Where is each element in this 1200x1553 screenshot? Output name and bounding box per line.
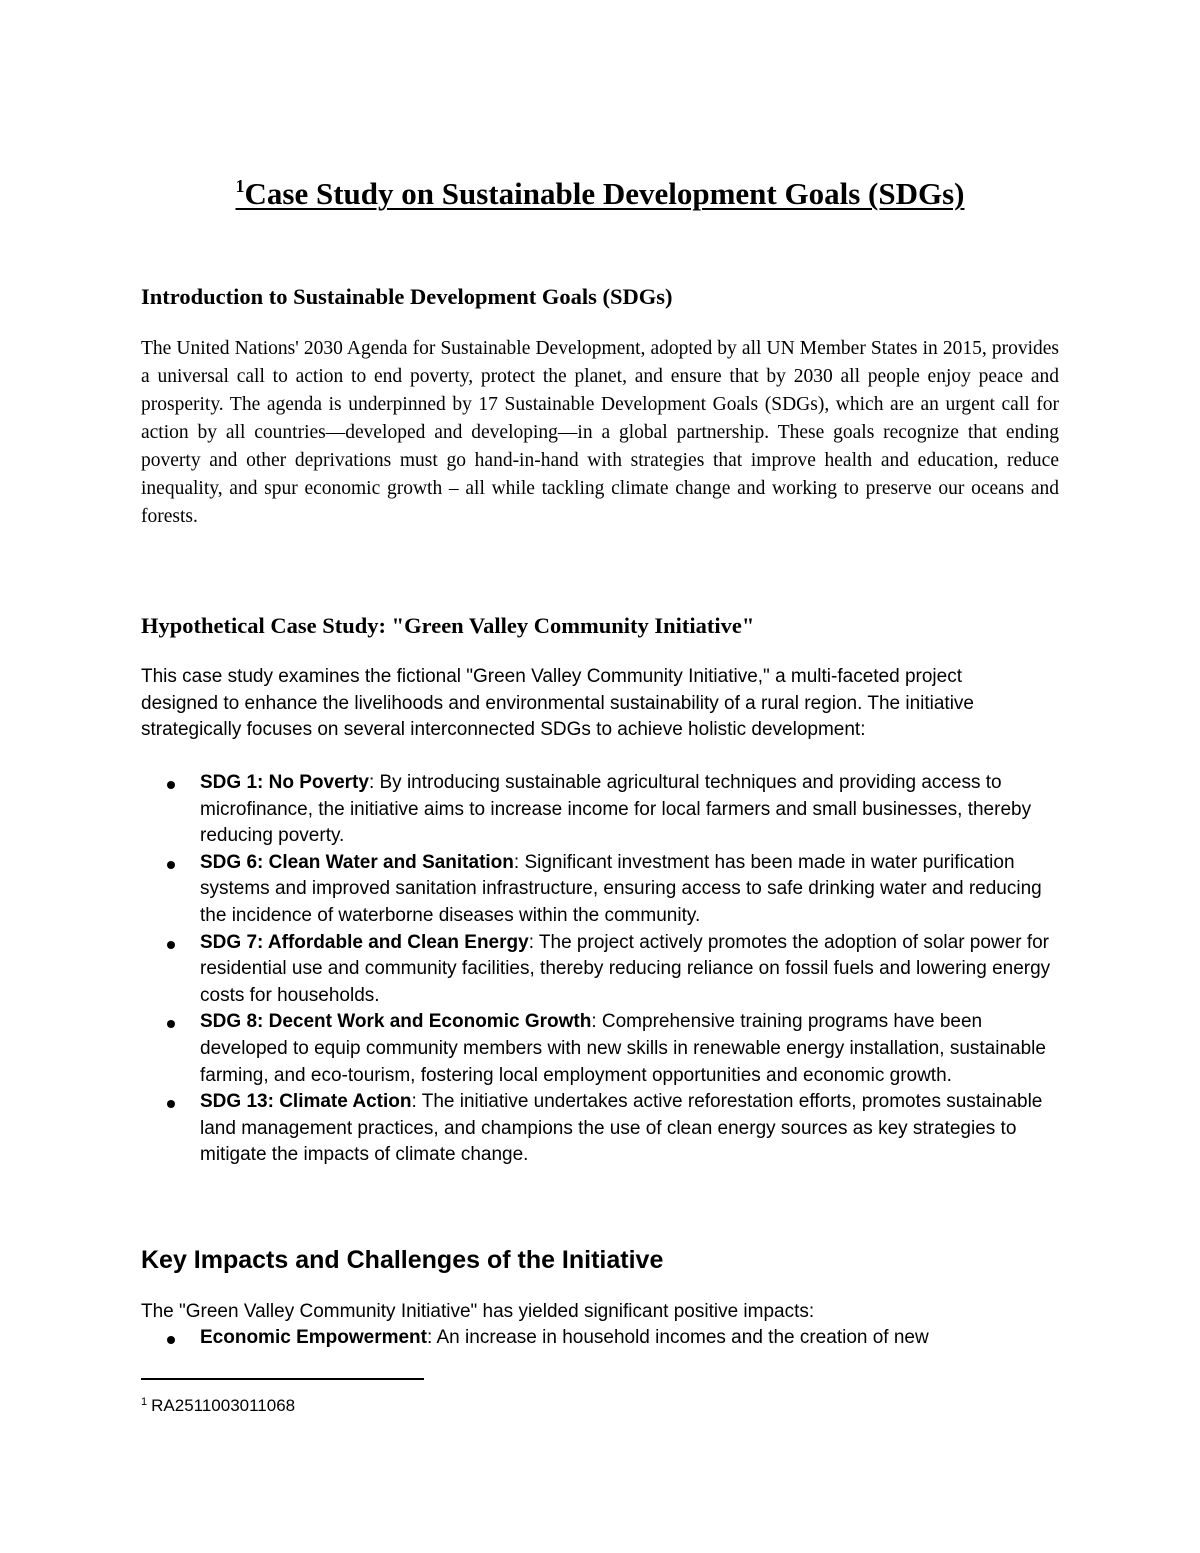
bullet-text: : Comprehensive training programs have been developed to equip community members with new skills in renewable energy installation, sustainable farming, and eco-tourism, fostering local employment opportunities and economic growth. [200,1011,1046,1086]
footnote-text: RA2511003011068 [151,1396,296,1415]
bullet-text: : Significant investment has been made in water purification systems and improved sanitation infrastructure, ensuring access to safe drinking water and reducing the incidence of waterborne diseases within the community. [200,851,1042,926]
page-title-text: Case Study on Sustainable Development Goals (SDGs) [244,176,965,211]
impacts-heading: Key Impacts and Challenges of the Initiative [141,1246,664,1274]
case-study-paragraph: This case study examines the fictional "Green Valley Community Initiative," a multi-faceted project designed to enhance the livelihoods and environmental sustainability of a rural region. The initiative strategically focuses on several interconnected SDGs to achieve holistic development: [141,666,975,741]
intro-heading: Introduction to Sustainable Development Goals (SDGs) [141,284,673,309]
intro-paragraph: The United Nations' 2030 Agenda for Sustainable Development, adopted by all UN Member States in 2015, provides a universal call to action to end poverty, protect the planet, and ensure that by 2030 all people enjoy peace and prosperity. The agenda is underpinned by 17 Sustainable Development Goals (SDGs), which are an urgent call for action by all countries—developed and developing—in a global partnership. These goals recognize that ending poverty and other deprivations must go hand-in-hand with strategies that improve health and education, reduce inequality, and spur economic growth – all while tackling climate change and working to preserve our oceans and forests. [141,338,1059,527]
bullet-label: SDG 13: Climate Action [200,1091,412,1113]
bullet-icon [167,781,175,789]
bullet-icon [167,1336,175,1344]
bullet-text: : An increase in household incomes and the creation of new [427,1327,929,1348]
bullet-label: Economic Empowerment [200,1327,427,1348]
sdg-bullet-list [141,770,1061,1169]
footnote [141,1390,295,1418]
bullet-text: : The initiative undertakes active reforestation efforts, promotes sustainable land management practices, and champions the use of clean energy sources as key strategies to mitigate the impacts of climate change. [200,1091,1043,1166]
impacts-paragraph: The "Green Valley Community Initiative" has yielded significant positive impacts: [141,1301,815,1322]
page-title-text-wrap [236,176,965,211]
list-item [141,1089,1061,1169]
footnote-marker: 1 [141,1396,148,1408]
list-item [141,930,1061,1010]
bullet-text: : By introducing sustainable agricultural techniques and providing access to microfinance, the initiative aims to increase income for local farmers and small businesses, thereby reducing poverty. [200,772,1032,847]
list-item [141,850,1061,930]
title-footnote-marker: 1 [235,176,245,196]
bullet-label: SDG 8: Decent Work and Economic Growth [200,1011,592,1033]
bullet-icon [167,861,175,869]
footnote-divider [141,1378,424,1380]
case-study-heading: Hypothetical Case Study: "Green Valley Community Initiative" [141,613,755,638]
bullet-label: SDG 7: Affordable and Clean Energy [200,931,529,953]
bullet-text: : The project actively promotes the adoption of solar power for residential use and community facilities, thereby reducing reliance on fossil fuels and lowering energy costs for households. [200,931,1051,1006]
impacts-bullet-list [141,1325,1061,1352]
list-item [141,1009,1061,1089]
bullet-label: SDG 1: No Poverty [200,772,369,793]
bullet-icon [167,1100,175,1108]
list-item [141,770,1061,850]
bullet-icon [167,941,175,949]
bullet-icon [167,1020,175,1028]
bullet-label: SDG 6: Clean Water and Sanitation [200,851,514,873]
page-title [0,166,1200,214]
list-item [141,1325,1061,1352]
